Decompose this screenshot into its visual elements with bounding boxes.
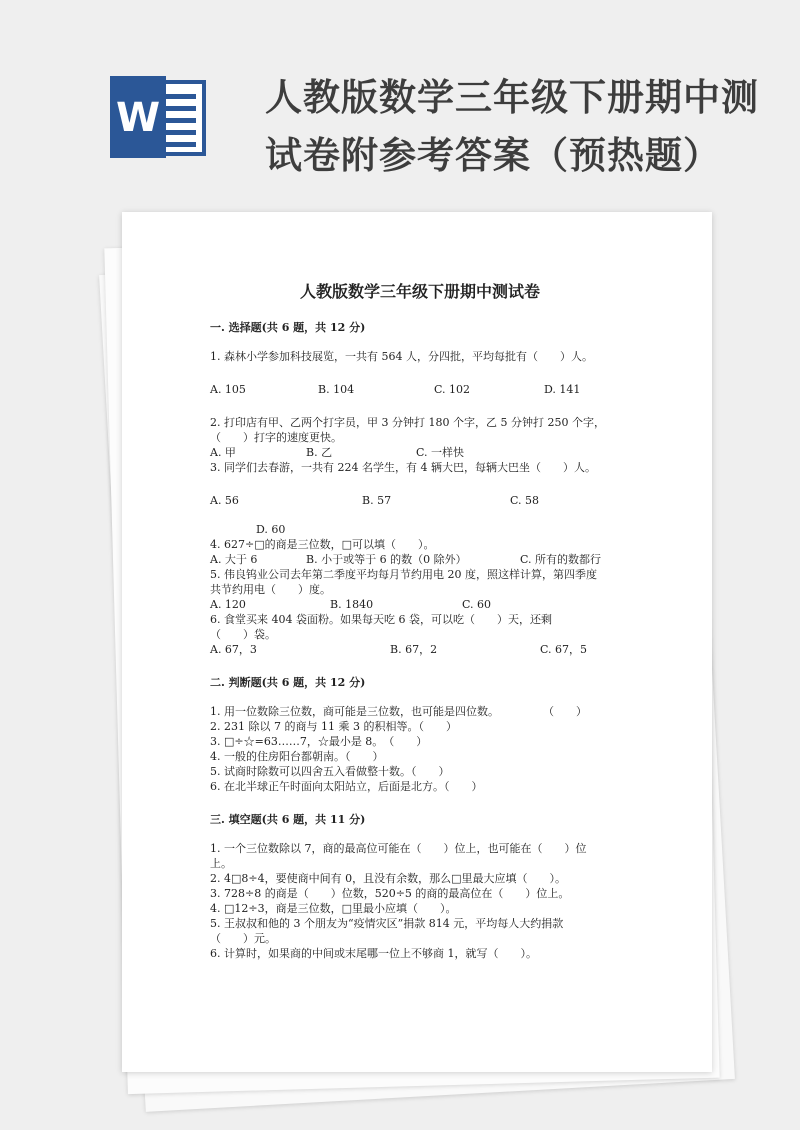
judge-item: 3. □÷☆=63……7，☆最小是 8。 （ ） [210, 735, 428, 748]
choice-q6-options [210, 642, 630, 657]
choice-q4-options [210, 552, 630, 567]
choice-q3-options [210, 493, 630, 508]
option: C. 一样快 [416, 446, 465, 459]
option: C. 60 [462, 598, 492, 611]
option: C. 所有的数都行 [520, 553, 602, 566]
option: A. 105 [210, 383, 246, 396]
fill-q5-line2: （ ）元。 [210, 932, 276, 945]
fill-q3: 3. 728÷8 的商是（ ）位数，520÷5 的商的最高位在（ ）位上。 [210, 887, 570, 900]
section-choice-title: 一. 选择题(共 6 题，共 12 分) [210, 321, 366, 334]
judge-item: 5. 试商时除数可以四舍五入看做整十数。（ ） [210, 765, 450, 778]
judge-item: 6. 在北半球正午时面向太阳站立，后面是北方。（ ） [210, 780, 483, 793]
judge-item: 1. 用一位数除三位数，商可能是三位数，也可能是四位数。 （ ） [210, 705, 587, 718]
choice-q1: 1. 森林小学参加科技展览，一共有 564 人，分四批，平均每批有（ ）人。 [210, 350, 593, 363]
choice-q2-line1: 2. 打印店有甲、乙两个打字员，甲 3 分钟打 180 个字，乙 5 分钟打 250 个字， [210, 416, 605, 429]
choice-q5-line2: 共节约用电（ ）度。 [210, 583, 331, 596]
judge-item: 2. 231 除以 7 的商与 11 乘 3 的积相等。（ ） [210, 720, 457, 733]
fill-q1-line1: 1. 一个三位数除以 7，商的最高位可能在（ ）位上，也可能在（ ）位 [210, 842, 587, 855]
fill-q2: 2. 4□8÷4，要使商中间有 0，且没有余数，那么□里最大应填（ ）。 [210, 872, 566, 885]
fill-q5-line1: 5. 王叔叔和他的 3 个朋友为“疫情灾区”捐款 814 元，平均每人大约捐款 [210, 917, 564, 930]
fill-q6: 6. 计算时，如果商的中间或末尾哪一位上不够商 1，就写（ ）。 [210, 947, 537, 960]
option: B. 小于或等于 6 的数（0 除外） [306, 553, 467, 566]
choice-q4: 4. 627÷□的商是三位数，□可以填（ ）。 [210, 538, 435, 551]
option: D. 141 [544, 383, 581, 396]
paper-title: 人教版数学三年级下册期中测试卷 [299, 282, 540, 301]
choice-q2-options [210, 445, 630, 460]
document-title [265, 68, 765, 184]
title-line-2: 试卷附参考答案（预热题） [265, 133, 721, 177]
choice-q3-option-d [210, 522, 630, 537]
choice-q6-line2: （ ）袋。 [210, 628, 276, 641]
word-doc-icon [110, 76, 210, 158]
section-judge-title: 二. 判断题(共 6 题，共 12 分) [210, 676, 366, 689]
svg-text:W: W [115, 95, 161, 141]
option: A. 67，3 [210, 643, 257, 656]
exam-page [122, 212, 712, 1072]
fill-q4: 4. □12÷3，商是三位数，□里最小应填（ ）。 [210, 902, 457, 915]
choice-q2-line2: （ ）打字的速度更快。 [210, 431, 342, 444]
option: B. 乙 [306, 446, 333, 459]
option: A. 120 [210, 598, 246, 611]
choice-q5-line1: 5. 伟良钨业公司去年第二季度平均每月节约用电 20 度，照这样计算，第四季度 [210, 568, 597, 581]
judge-item: 4. 一般的住房阳台都朝南。（ ） [210, 750, 384, 763]
option: B. 57 [362, 494, 392, 507]
option: D. 60 [256, 523, 286, 536]
option: A. 56 [210, 494, 239, 507]
exam-content [210, 282, 630, 961]
choice-q1-options [210, 382, 630, 397]
choice-q6-line1: 6. 食堂买来 404 袋面粉。如果每天吃 6 袋，可以吃（ ）天，还剩 [210, 613, 552, 626]
option: B. 104 [318, 383, 355, 396]
choice-q3: 3. 同学们去春游，一共有 224 名学生，有 4 辆大巴，每辆大巴坐（ ）人。 [210, 461, 596, 474]
option: A. 大于 6 [210, 553, 258, 566]
option: B. 67，2 [390, 643, 438, 656]
header [0, 0, 800, 210]
option: A. 甲 [210, 446, 236, 459]
choice-q5-options [210, 597, 630, 612]
option: B. 1840 [330, 598, 374, 611]
option: C. 67，5 [540, 643, 588, 656]
option: C. 58 [510, 494, 540, 507]
option: C. 102 [434, 383, 471, 396]
title-line-1: 人教版数学三年级下册期中测 [265, 75, 759, 119]
section-fill-title: 三. 填空题(共 6 题，共 11 分) [210, 813, 366, 826]
fill-q1-line2: 上。 [210, 857, 232, 870]
